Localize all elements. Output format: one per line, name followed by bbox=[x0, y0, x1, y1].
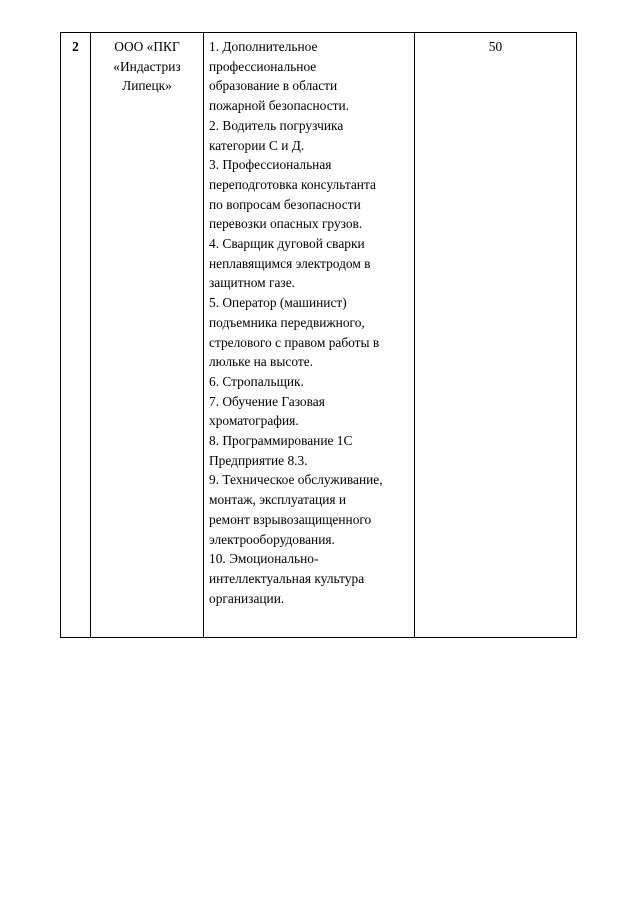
organization-line: «Индастриз bbox=[113, 58, 181, 74]
program-line: образование в области bbox=[209, 78, 338, 94]
program-line: 1. Дополнительное bbox=[209, 39, 318, 54]
count-cell bbox=[415, 33, 577, 638]
organization-line: Липецк» bbox=[122, 78, 172, 94]
program-line: 4. Сварщик дуговой сварки bbox=[209, 236, 365, 252]
program-line: 3. Профессиональная bbox=[209, 157, 332, 173]
organization-line: ООО «ПКГ bbox=[114, 39, 180, 54]
program-line: 8. Программирование 1С bbox=[209, 433, 353, 449]
program-line: перевозки опасных грузов. bbox=[209, 216, 363, 232]
program-line: 10. Эмоционально- bbox=[209, 551, 319, 567]
program-line: организации. bbox=[209, 590, 285, 606]
program-line: люльке на высоте. bbox=[209, 354, 313, 370]
program-line: пожарной безопасности. bbox=[209, 98, 350, 114]
program-line: стрелового с правом работы в bbox=[209, 334, 380, 350]
program-line: 6. Стропальщик. bbox=[209, 373, 304, 389]
row-number-cell bbox=[61, 33, 91, 638]
program-line: неплавящимся электродом в bbox=[209, 255, 371, 271]
program-line: по вопросам безопасности bbox=[209, 196, 361, 212]
program-line: хроматография. bbox=[209, 413, 299, 429]
program-line: категории С и Д. bbox=[209, 137, 305, 153]
participant-count: 50 bbox=[488, 39, 503, 54]
program-line: электрооборудования. bbox=[209, 531, 335, 547]
program-line: переподготовка консультанта bbox=[209, 176, 376, 192]
program-line: 9. Техническое обслуживание, bbox=[209, 472, 383, 488]
program-line: защитном газе. bbox=[209, 275, 296, 291]
program-line: 7. Обучение Газовая bbox=[209, 393, 325, 409]
programs-cell bbox=[204, 33, 415, 638]
table-row bbox=[61, 33, 577, 638]
row-number: 2 bbox=[72, 39, 79, 54]
program-line: 2. Водитель погрузчика bbox=[209, 117, 344, 133]
program-line: Предприятие 8.3. bbox=[209, 452, 308, 468]
program-line: ремонт взрывозащищенного bbox=[209, 511, 372, 527]
program-line: профессиональное bbox=[209, 58, 317, 74]
program-line: монтаж, эксплуатация и bbox=[209, 492, 347, 508]
training-table bbox=[60, 32, 577, 638]
organization-cell bbox=[91, 33, 204, 638]
program-line: интеллектуальная культура bbox=[209, 570, 365, 586]
program-line: 5. Оператор (машинист) bbox=[209, 295, 347, 311]
program-line: подъемника передвижного, bbox=[209, 314, 365, 330]
